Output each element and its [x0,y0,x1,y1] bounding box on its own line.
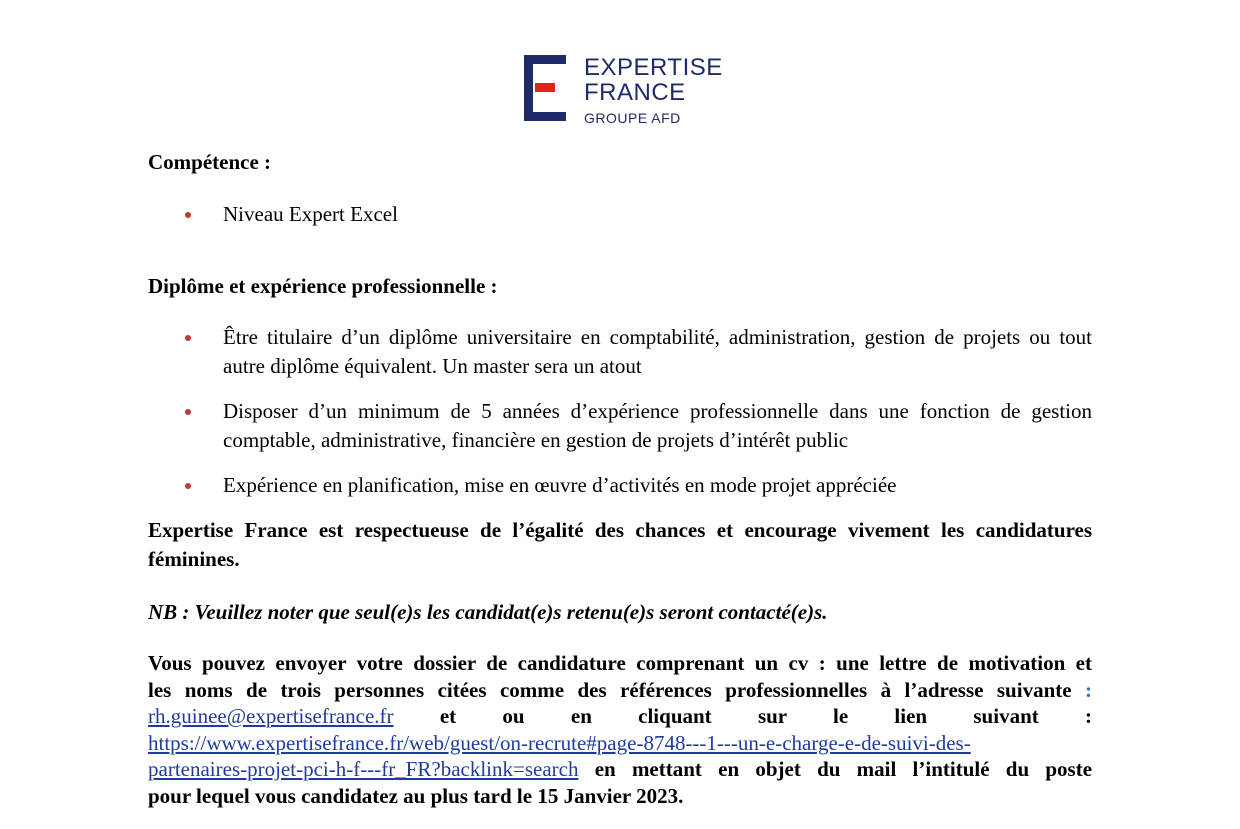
nb-notice: NB : Veuillez noter que seul(e)s les candidat(e)s retenu(e)s seront contacté(e)s. [148,600,828,624]
equality-statement: Expertise France est respectueuse de l’égalité des chances et encourage vivement les candidatures féminines. [148,518,1092,571]
application-line-text: et ou en cliquant sur le lien suivant : [439,704,1093,728]
diplome-item-text: Être titulaire d’un diplôme universitaire en comptabilité, administration, gestion de projets ou tout autre diplôme équivalent. Un master sera un atout [223,325,1092,378]
bullet-dot-icon [185,212,191,218]
diplome-item [223,397,1092,455]
logo-line-expertise: EXPERTISE [584,54,723,81]
expertise-france-logo [524,55,724,125]
logo-wordmark [584,55,723,126]
competence-heading: Compétence : [148,150,272,174]
email-link[interactable]: rh.guinee@expertisefrance.fr [148,704,394,728]
application-line [148,703,1092,730]
job-url-link-part1[interactable]: https://www.expertisefrance.fr/web/guest/on-recrute#page-8748---1---un-e-charge-e-de-suivi-des- [148,730,971,755]
bullet-dot-icon [185,409,191,415]
competence-item [223,200,1092,229]
logo-line-france: FRANCE [584,79,686,106]
application-line: pour lequel vous candidatez au plus tard le 15 Janvier 2023. [148,783,684,808]
job-url-link-part2[interactable]: partenaires-projet-pci-h-f---fr_FR?backlink=search [148,757,579,781]
application-line-text: en mettant en objet du mail l’intitulé du poste [594,757,1093,781]
application-line-text: les noms de trois personnes citées comme des références professionnelles à l’adresse suivante [148,677,1072,702]
application-instructions [148,650,1092,809]
application-line [148,730,1092,757]
diplome-item-text: Expérience en planification, mise en œuvre d’activités en mode projet appréciée [223,473,897,497]
application-line [148,677,1092,704]
diplome-item [223,471,1092,500]
expertise-france-logo-mark-icon [524,55,566,121]
bullet-dot-icon [185,335,191,341]
competence-item-text: Niveau Expert Excel [223,202,398,226]
application-line: Vous pouvez envoyer votre dossier de candidature comprenant un cv : une lettre de motivation et [148,651,1092,675]
application-colon: : [1085,677,1092,702]
application-line [148,756,1092,783]
diplome-item [223,323,1092,381]
bullet-dot-icon [185,483,191,489]
diplome-heading: Diplôme et expérience professionnelle : [148,274,498,298]
logo-line-groupe-afd: GROUPE AFD [584,110,681,126]
diplome-item-text: Disposer d’un minimum de 5 années d’expérience professionnelle dans une fonction de gestion comptable, administrative, financière en gestion de projets d’intérêt public [223,399,1092,452]
